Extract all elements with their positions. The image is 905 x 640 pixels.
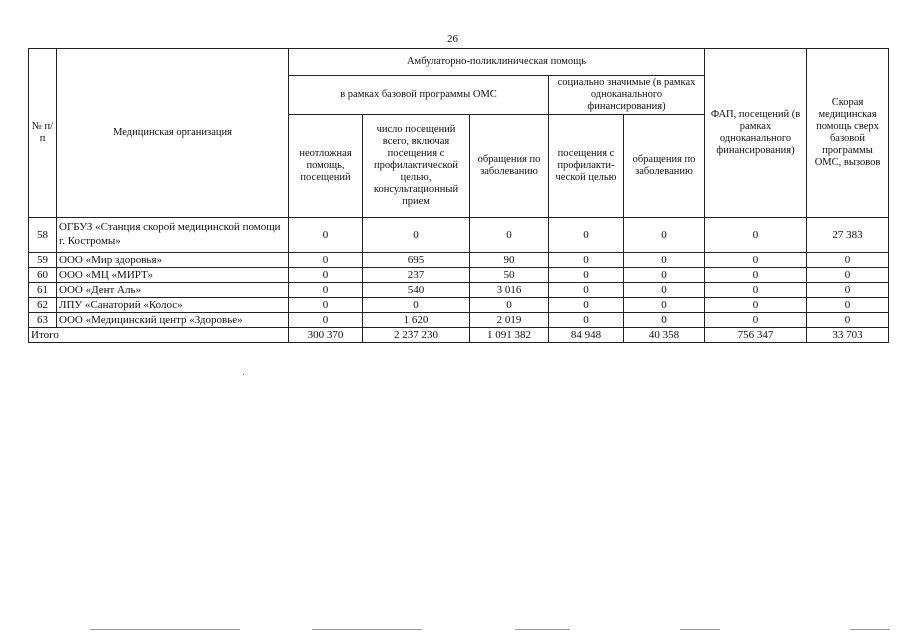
header-ambulance: Скорая медицинская помощь сверх базовой программы ОМС, вызовов [807,49,889,218]
table-row [29,313,889,328]
social-appeals-value: 0 [624,268,705,283]
appeals-value: 0 [470,298,549,313]
visits-value: 237 [363,268,470,283]
ambulance-value: 0 [807,283,889,298]
fap-value: 0 [705,313,807,328]
header-fap: ФАП, посещений (в рамках одноканального финансирования) [705,49,807,218]
social-appeals-value: 0 [624,218,705,253]
organization-name: ООО «Дент Аль» [57,283,289,298]
appeals-value: 0 [470,218,549,253]
fap-value: 0 [705,283,807,298]
total-fap: 756 347 [705,328,807,343]
header-ambulatory: Амбулаторно-поликлиническая помощь [289,49,705,76]
header-emergency: неотложная помощь, посещений [289,115,363,218]
emergency-value: 0 [289,298,363,313]
scan-artifact-line [90,629,240,630]
emergency-value: 0 [289,268,363,283]
visits-value: 1 620 [363,313,470,328]
social-appeals-value: 0 [624,283,705,298]
emergency-value: 0 [289,313,363,328]
header-num: № п/п [29,49,57,218]
visits-value: 0 [363,218,470,253]
row-number: 61 [29,283,57,298]
scan-artifact-line [312,629,422,630]
report-table [28,48,889,343]
scan-artifact-line [850,629,890,630]
total-visits: 2 237 230 [363,328,470,343]
table-row [29,283,889,298]
scan-artifact-line [515,629,570,630]
social-visits-value: 0 [549,283,624,298]
fap-value: 0 [705,268,807,283]
ambulance-value: 0 [807,313,889,328]
social-visits-value: 0 [549,268,624,283]
scan-speck [243,374,244,375]
fap-value: 0 [705,298,807,313]
total-emergency: 300 370 [289,328,363,343]
social-appeals-value: 0 [624,298,705,313]
social-appeals-value: 0 [624,313,705,328]
appeals-value: 2 019 [470,313,549,328]
emergency-value: 0 [289,283,363,298]
ambulance-value: 0 [807,268,889,283]
header-visits-prophylactic: посещения с профилакти-ческой целью [549,115,624,218]
header-basic-program: в рамках базовой программы ОМС [289,76,549,115]
scan-artifact-line [680,629,720,630]
social-visits-value: 0 [549,298,624,313]
organization-name: ЛПУ «Санаторий «Колос» [57,298,289,313]
header-appeals-social: обращения по заболеванию [624,115,705,218]
table-row [29,253,889,268]
page-number: 26 [447,33,458,45]
ambulance-value: 0 [807,253,889,268]
fap-value: 0 [705,253,807,268]
emergency-value: 0 [289,218,363,253]
appeals-value: 50 [470,268,549,283]
visits-value: 540 [363,283,470,298]
visits-value: 0 [363,298,470,313]
visits-value: 695 [363,253,470,268]
social-visits-value: 0 [549,218,624,253]
ambulance-value: 27 383 [807,218,889,253]
total-social-appeals: 40 358 [624,328,705,343]
row-number: 59 [29,253,57,268]
table-row [29,298,889,313]
header-visits-total: число посещений всего, включая посещения с профилактической целью, консультационный прием [363,115,470,218]
emergency-value: 0 [289,253,363,268]
total-social-visits: 84 948 [549,328,624,343]
row-number: 58 [29,218,57,253]
organization-name: ООО «МЦ «МИРТ» [57,268,289,283]
social-appeals-value: 0 [624,253,705,268]
table-row [29,218,889,253]
row-number: 62 [29,298,57,313]
total-row [29,328,889,343]
social-visits-value: 0 [549,253,624,268]
appeals-value: 3 016 [470,283,549,298]
total-appeals: 1 091 382 [470,328,549,343]
table-row [29,268,889,283]
header-appeals-basic: обращения по заболеванию [470,115,549,218]
organization-name: ОГБУЗ «Станция скорой медицинской помощи г. Костромы» [57,218,289,253]
header-organization: Медицинская организация [57,49,289,218]
header-social: социально значимые (в рамках одноканального финансирования) [549,76,705,115]
row-number: 63 [29,313,57,328]
ambulance-value: 0 [807,298,889,313]
total-ambulance: 33 703 [807,328,889,343]
appeals-value: 90 [470,253,549,268]
fap-value: 0 [705,218,807,253]
row-number: 60 [29,268,57,283]
organization-name: ООО «Медицинский центр «Здоровье» [57,313,289,328]
total-label: Итого [29,328,289,343]
social-visits-value: 0 [549,313,624,328]
organization-name: ООО «Мир здоровья» [57,253,289,268]
